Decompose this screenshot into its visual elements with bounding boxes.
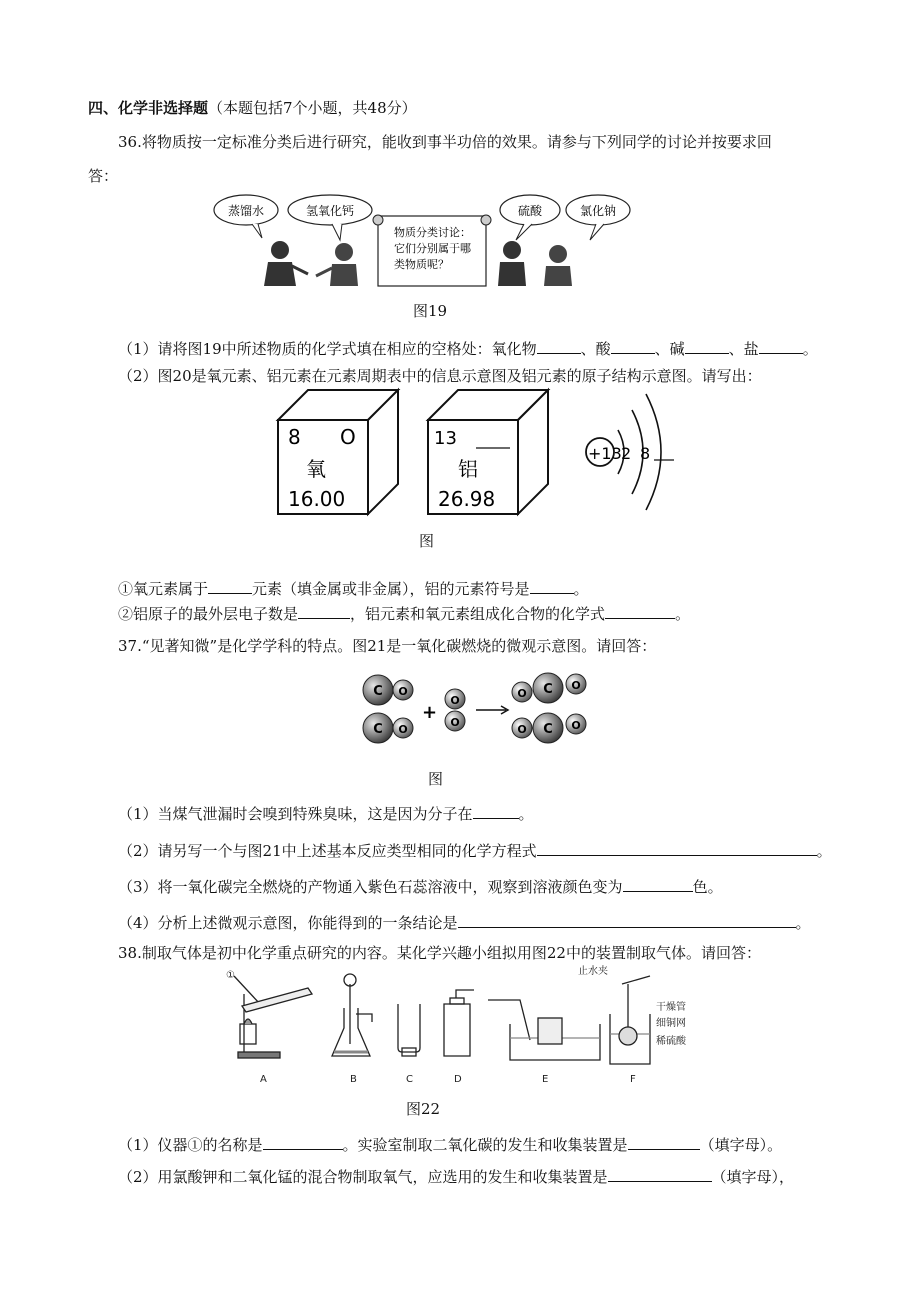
fig20-periodic-diagram (270, 384, 690, 524)
q37-part1-text-a: （1）当煤气泄漏时会嗅到特殊臭味，这是因为分子在 (118, 805, 473, 823)
q36-part1 (118, 338, 818, 359)
aluminum-mass: 26.98 (438, 487, 496, 511)
fig20-caption: 图 (419, 532, 435, 550)
fig22-apparatus (220, 964, 690, 1090)
q37-part3-text-b: 色。 (692, 878, 723, 896)
q37-intro: 37.“见著知微”是化学学科的特点。图21是一氧化碳燃烧的微观示意图。请回答： (118, 637, 657, 655)
q36-sub1 (118, 578, 589, 599)
aluminum-element-cube (428, 390, 548, 514)
q36-part1-base: 、碱 (654, 340, 685, 358)
scroll-line-2: 它们分别属于哪 (394, 242, 471, 255)
q36-sub1-text-a: ①氧元素属于 (118, 580, 209, 598)
oxygen-atom-label: O (450, 716, 460, 729)
label-apparatus-d: D (454, 1074, 462, 1085)
oxygen-atom-label: O (517, 723, 527, 736)
q37-part3 (118, 876, 723, 897)
q37-part1-text-b: 。 (518, 805, 534, 823)
reaction-arrow (476, 706, 508, 714)
answer-blank-outer-electrons[interactable] (298, 603, 350, 619)
label-water-clamp: 止水夹 (578, 966, 608, 977)
student-figure-3 (498, 241, 526, 286)
fig19-caption: 图19 (413, 302, 448, 320)
label-drying-tube: 干燥管 (656, 1002, 686, 1013)
q37-part2 (118, 840, 832, 861)
apparatus-f (610, 976, 650, 1064)
student-figure-2 (316, 243, 358, 286)
section-heading (88, 98, 417, 118)
q38-part2 (118, 1166, 794, 1187)
label-apparatus-e: E (542, 1074, 549, 1085)
q38-part1 (118, 1134, 782, 1155)
q36-part2: （2）图20是氧元素、铝元素在元素周期表中的信息示意图及铝元素的原子结构示意图。请写出： (118, 367, 762, 385)
label-apparatus-c: C (406, 1074, 413, 1085)
section-title: 四、化学非选择题 (88, 99, 209, 117)
atom-shell-2: 8 (640, 444, 651, 463)
bubble-sulfuric-acid: 硫酸 (517, 204, 543, 218)
oxygen-atom-label: O (450, 694, 460, 707)
answer-blank-equation[interactable] (537, 840, 817, 856)
carbon-atom-label: C (373, 684, 383, 699)
q38-part1-text-c: （填字母）。 (699, 1136, 783, 1154)
instrument-1-label: ① (226, 970, 235, 981)
aluminum-atomic-number: 13 (434, 428, 457, 449)
bubble-calcium-hydroxide: 氢氧化钙 (305, 204, 355, 218)
o2-molecule (445, 689, 465, 731)
q36-sub2 (118, 603, 690, 624)
apparatus-b (332, 974, 372, 1056)
apparatus-a (226, 970, 312, 1058)
q36-sub2-text-c: 。 (675, 605, 691, 623)
co-molecule-1 (363, 675, 413, 705)
answer-blank-acid[interactable] (611, 338, 655, 354)
student-figure-4 (544, 245, 572, 286)
speech-bubble-2 (288, 195, 372, 240)
fig21-molecular-diagram (356, 666, 592, 748)
apparatus-c (398, 1004, 420, 1056)
answer-blank-conclusion[interactable] (458, 912, 796, 928)
oxygen-atom-label: O (571, 719, 581, 732)
bubble-distilled-water: 蒸馏水 (227, 204, 265, 218)
oxygen-atom-label: O (571, 679, 581, 692)
oxygen-symbol: O (340, 425, 356, 449)
apparatus-d (444, 990, 474, 1056)
answer-blank-oxide[interactable] (537, 338, 581, 354)
answer-blank-co2-apparatus[interactable] (628, 1134, 700, 1150)
q38-part1-text-b: 。实验室制取二氧化碳的发生和收集装置是 (342, 1136, 628, 1154)
q36-sub2-text-b: ，铝元素和氧元素组成化合物的化学式 (350, 605, 606, 623)
q37-part4 (118, 912, 811, 933)
q36-sub2-text-a: ②铝原子的最外层电子数是 (118, 605, 299, 623)
student-figure-1 (264, 241, 308, 286)
co2-molecule-1 (512, 673, 586, 703)
fig22-caption: 图22 (406, 1100, 441, 1118)
label-apparatus-f: F (630, 1074, 636, 1085)
speech-bubble-1 (214, 195, 278, 238)
plus-sign: + (422, 702, 438, 723)
answer-blank-formula[interactable] (605, 603, 675, 619)
answer-blank-al-symbol[interactable] (530, 578, 574, 594)
answer-blank-molecule-motion[interactable] (473, 803, 519, 819)
atom-nucleus-charge: +13 (588, 444, 622, 463)
aluminum-atom-structure (586, 394, 674, 510)
q36-part1-salt: 、盐 (728, 340, 759, 358)
carbon-atom-label: C (543, 682, 553, 697)
answer-blank-instrument-name[interactable] (263, 1134, 343, 1150)
oxygen-atom-label: O (398, 723, 408, 736)
q38-part1-text-a: （1）仪器①的名称是 (118, 1136, 263, 1154)
carbon-atom-label: C (373, 722, 383, 737)
co2-molecule-2 (512, 713, 586, 743)
section-note: （本题包括7个小题，共48分） (208, 99, 417, 117)
q37-part2-text-a: （2）请另写一个与图21中上述基本反应类型相同的化学方程式 (118, 842, 537, 860)
q36-part1-end: 。 (802, 340, 818, 358)
scroll-line-3: 类物质呢？ (394, 258, 449, 271)
label-apparatus-a: A (260, 1074, 267, 1085)
oxygen-atom-label: O (517, 687, 527, 700)
answer-blank-color[interactable] (623, 876, 693, 892)
answer-blank-o2-apparatus[interactable] (608, 1166, 712, 1182)
oxygen-name: 氧 (306, 457, 326, 481)
q38-part2-text-b: （填字母）， (711, 1168, 795, 1186)
q37-part3-text-a: （3）将一氧化碳完全燃烧的产物通入紫色石蕊溶液中，观察到溶液颜色变为 (118, 878, 623, 896)
bubble-sodium-chloride: 氯化钠 (579, 204, 617, 218)
apparatus-e (488, 1000, 600, 1060)
oxygen-element-cube (278, 390, 398, 514)
co-molecule-2 (363, 713, 413, 743)
fig19-illustration (212, 190, 632, 290)
q38-intro: 38.制取气体是初中化学重点研究的内容。某化学兴趣小组拟用图22中的装置制取气体。请回答： (118, 944, 761, 962)
answer-blank-element-type[interactable] (208, 578, 252, 594)
label-apparatus-b: B (350, 1074, 357, 1085)
q36-sub1-text-b: 元素（填金属或非金属），铝的元素符号是 (252, 580, 530, 598)
speech-bubble-4 (566, 195, 630, 240)
q37-part4-text-b: 。 (795, 914, 811, 932)
q38-part2-text-a: （2）用氯酸钾和二氧化锰的混合物制取氧气，应选用的发生和收集装置是 (118, 1168, 608, 1186)
discussion-scroll (373, 215, 491, 286)
fig21-caption: 图 (428, 770, 444, 788)
carbon-atom-label: C (543, 722, 553, 737)
q36-sub1-text-c: 。 (573, 580, 589, 598)
q36-part1-text: （1）请将图19中所述物质的化学式填在相应的空格处：氧化物 (118, 340, 537, 358)
speech-bubble-3 (500, 195, 560, 240)
q37-part1 (118, 803, 534, 824)
answer-blank-base[interactable] (685, 338, 729, 354)
scroll-line-1: 物质分类讨论： (394, 226, 471, 239)
q37-part4-text-a: （4）分析上述微观示意图，你能得到的一条结论是 (118, 914, 458, 932)
q36-intro-cont: 答： (88, 167, 119, 185)
aluminum-name: 铝 (458, 457, 478, 481)
answer-blank-salt[interactable] (759, 338, 803, 354)
oxygen-mass: 16.00 (288, 487, 346, 511)
q36-intro: 36.将物质按一定标准分类后进行研究，能收到事半功倍的效果。请参与下列同学的讨论并按要求回 (118, 133, 772, 151)
atom-shell-1: 2 (621, 444, 632, 463)
oxygen-atomic-number: 8 (288, 425, 301, 449)
q37-part2-text-b: 。 (816, 842, 832, 860)
label-copper-mesh: 细铜网 (656, 1018, 686, 1029)
label-dilute-sulfuric-acid: 稀硫酸 (656, 1036, 686, 1047)
q36-part1-acid: 、酸 (580, 340, 611, 358)
oxygen-atom-label: O (398, 685, 408, 698)
